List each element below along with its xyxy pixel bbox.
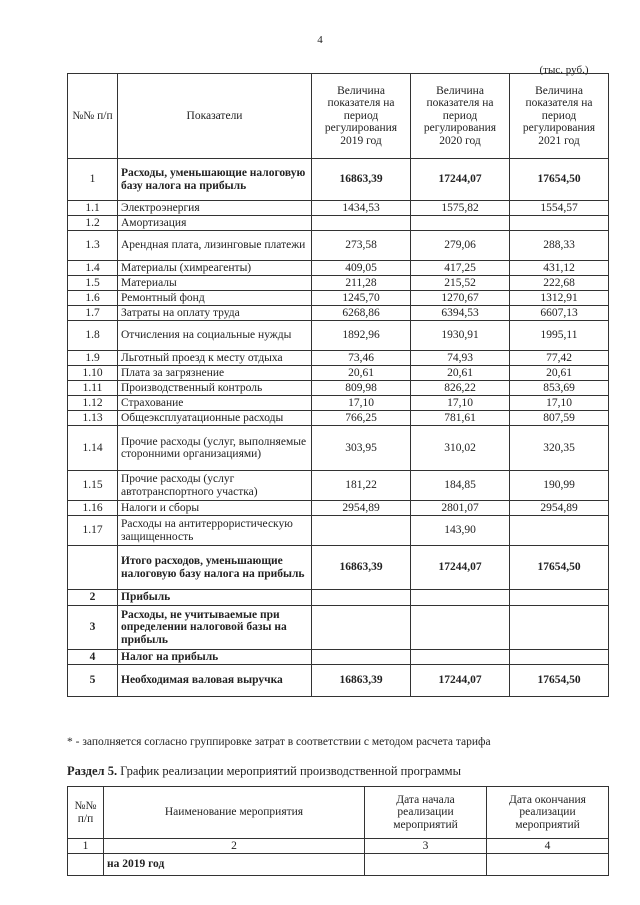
- schedule-index-row: [68, 839, 609, 854]
- schedule-header-num: №№ п/п: [68, 787, 104, 839]
- row-value-2019: [312, 590, 411, 606]
- row-value-2019: [312, 216, 411, 231]
- index-cell: 3: [365, 839, 487, 854]
- empty-cell: [487, 854, 609, 876]
- table-row: [68, 351, 609, 366]
- row-value-2021: [510, 606, 609, 650]
- row-value-2020: 1930,91: [411, 321, 510, 351]
- row-name: Прочие расходы (услуг автотранспортного участка): [118, 471, 312, 501]
- schedule-header-end: Дата окончания реализации мероприятий: [487, 787, 609, 839]
- table-row: [68, 216, 609, 231]
- row-name: Необходимая валовая выручка: [118, 665, 312, 697]
- row-num: 1.14: [68, 426, 118, 471]
- row-name: Затраты на оплату труда: [118, 306, 312, 321]
- row-value-2021: 1554,57: [510, 201, 609, 216]
- row-value-2020: 279,06: [411, 231, 510, 261]
- row-value-2020: [411, 606, 510, 650]
- row-value-2019: 73,46: [312, 351, 411, 366]
- row-value-2021: 431,12: [510, 261, 609, 276]
- row-value-2019: 273,58: [312, 231, 411, 261]
- row-num: 1.3: [68, 231, 118, 261]
- row-value-2020: 74,93: [411, 351, 510, 366]
- row-value-2020: [411, 590, 510, 606]
- row-name: Материалы: [118, 276, 312, 291]
- schedule-header-name: Наименование мероприятия: [104, 787, 365, 839]
- table-row: [68, 201, 609, 216]
- row-value-2019: [312, 650, 411, 665]
- row-num: 1.16: [68, 501, 118, 516]
- row-num: 1.15: [68, 471, 118, 501]
- page-number: 4: [317, 34, 323, 46]
- row-name: Льготный проезд к месту отдыха: [118, 351, 312, 366]
- table-row: [68, 321, 609, 351]
- row-name: Ремонтный фонд: [118, 291, 312, 306]
- row-num: 1.5: [68, 276, 118, 291]
- row-value-2021: 1995,11: [510, 321, 609, 351]
- row-name: Электроэнергия: [118, 201, 312, 216]
- row-value-2019: 1434,53: [312, 201, 411, 216]
- row-value-2021: [510, 216, 609, 231]
- row-value-2020: 6394,53: [411, 306, 510, 321]
- row-value-2021: 222,68: [510, 276, 609, 291]
- table-row: [68, 516, 609, 546]
- table-row: [68, 411, 609, 426]
- row-value-2021: [510, 590, 609, 606]
- header-num: №№ п/п: [68, 74, 118, 159]
- row-value-2021: 20,61: [510, 366, 609, 381]
- table-row: [68, 276, 609, 291]
- table-row: [68, 291, 609, 306]
- table-row: [68, 606, 609, 650]
- row-name: Налоги и сборы: [118, 501, 312, 516]
- row-value-2020: 215,52: [411, 276, 510, 291]
- row-value-2020: 417,25: [411, 261, 510, 276]
- table-row: [68, 159, 609, 201]
- index-cell: 1: [68, 839, 104, 854]
- row-value-2020: [411, 216, 510, 231]
- row-value-2021: 6607,13: [510, 306, 609, 321]
- units-label: (тыс. руб.): [539, 64, 589, 76]
- row-value-2021: 190,99: [510, 471, 609, 501]
- row-name: Расходы на антитеррористическую защищенность: [118, 516, 312, 546]
- row-value-2020: [411, 650, 510, 665]
- table-row: [68, 366, 609, 381]
- row-name: Общеэксплуатационные расходы: [118, 411, 312, 426]
- table-row: [68, 650, 609, 665]
- row-name: Амортизация: [118, 216, 312, 231]
- row-value-2021: 1312,91: [510, 291, 609, 306]
- row-num: 1.10: [68, 366, 118, 381]
- row-name: Расходы, не учитываемые при определении налоговой базы на прибыль: [118, 606, 312, 650]
- row-value-2019: 20,61: [312, 366, 411, 381]
- row-value-2021: [510, 516, 609, 546]
- row-name: Расходы, уменьшающие налоговую базу налога на прибыль: [118, 159, 312, 201]
- section-title: График реализации мероприятий производственной программы: [120, 764, 461, 778]
- row-value-2020: 310,02: [411, 426, 510, 471]
- row-num: 2: [68, 590, 118, 606]
- row-name: Отчисления на социальные нужды: [118, 321, 312, 351]
- row-value-2019: 2954,89: [312, 501, 411, 516]
- row-value-2021: 17,10: [510, 396, 609, 411]
- row-num: 1.1: [68, 201, 118, 216]
- row-value-2021: 17654,50: [510, 665, 609, 697]
- header-indicator: Показатели: [118, 74, 312, 159]
- table-row: [68, 471, 609, 501]
- row-value-2019: 303,95: [312, 426, 411, 471]
- row-value-2020: 1575,82: [411, 201, 510, 216]
- row-value-2021: 853,69: [510, 381, 609, 396]
- row-num: 1: [68, 159, 118, 201]
- table-row: [68, 501, 609, 516]
- header-2021: Величина показателя на период регулирования 2021 год: [510, 74, 609, 159]
- row-num: 1.2: [68, 216, 118, 231]
- row-value-2021: 17654,50: [510, 546, 609, 590]
- row-value-2020: 826,22: [411, 381, 510, 396]
- row-value-2020: 781,61: [411, 411, 510, 426]
- row-num: 4: [68, 650, 118, 665]
- row-name: Прочие расходы (услуг, выполняемые сторонними организациями): [118, 426, 312, 471]
- header-2019: Величина показателя на период регулирования 2019 год: [312, 74, 411, 159]
- row-value-2019: 17,10: [312, 396, 411, 411]
- table-row: [68, 665, 609, 697]
- row-value-2019: 6268,86: [312, 306, 411, 321]
- row-num: 3: [68, 606, 118, 650]
- section-label: Раздел 5.: [67, 764, 118, 778]
- row-value-2019: 809,98: [312, 381, 411, 396]
- row-value-2020: 1270,67: [411, 291, 510, 306]
- row-value-2021: 2954,89: [510, 501, 609, 516]
- schedule-year-row: [68, 854, 609, 876]
- row-value-2019: 16863,39: [312, 665, 411, 697]
- row-name: Плата за загрязнение: [118, 366, 312, 381]
- header-2020: Величина показателя на период регулирования 2020 год: [411, 74, 510, 159]
- row-value-2019: 409,05: [312, 261, 411, 276]
- row-num: 1.4: [68, 261, 118, 276]
- row-name: Прибыль: [118, 590, 312, 606]
- row-value-2021: 807,59: [510, 411, 609, 426]
- row-value-2020: 17,10: [411, 396, 510, 411]
- row-num: 1.7: [68, 306, 118, 321]
- table-row: [68, 261, 609, 276]
- row-num: 1.13: [68, 411, 118, 426]
- row-value-2021: [510, 650, 609, 665]
- row-name: Арендная плата, лизинговые платежи: [118, 231, 312, 261]
- row-name: Материалы (химреагенты): [118, 261, 312, 276]
- row-value-2020: 20,61: [411, 366, 510, 381]
- table-row: [68, 426, 609, 471]
- row-name: Страхование: [118, 396, 312, 411]
- row-value-2019: 16863,39: [312, 159, 411, 201]
- row-value-2021: 17654,50: [510, 159, 609, 201]
- row-num: 1.8: [68, 321, 118, 351]
- table-row: [68, 546, 609, 590]
- row-num: 1.17: [68, 516, 118, 546]
- table-row: [68, 396, 609, 411]
- schedule-table: [67, 786, 609, 876]
- footnote: * - заполняется согласно группировке затрат в соответствии с методом расчета тарифа: [67, 736, 491, 748]
- row-name: Налог на прибыль: [118, 650, 312, 665]
- row-num: 1.11: [68, 381, 118, 396]
- row-value-2021: 320,35: [510, 426, 609, 471]
- row-value-2019: 211,28: [312, 276, 411, 291]
- index-cell: 4: [487, 839, 609, 854]
- row-value-2020: 2801,07: [411, 501, 510, 516]
- row-value-2020: 184,85: [411, 471, 510, 501]
- empty-cell: [365, 854, 487, 876]
- table-row: [68, 381, 609, 396]
- row-value-2019: 16863,39: [312, 546, 411, 590]
- row-value-2019: 766,25: [312, 411, 411, 426]
- empty-cell: [68, 854, 104, 876]
- row-value-2019: [312, 606, 411, 650]
- row-value-2019: 1245,70: [312, 291, 411, 306]
- row-num: [68, 546, 118, 590]
- row-num: 1.12: [68, 396, 118, 411]
- row-value-2021: 77,42: [510, 351, 609, 366]
- section-heading: [67, 764, 461, 779]
- row-value-2019: 1892,96: [312, 321, 411, 351]
- row-value-2020: 17244,07: [411, 546, 510, 590]
- row-num: 1.6: [68, 291, 118, 306]
- table-row: [68, 590, 609, 606]
- row-num: 1.9: [68, 351, 118, 366]
- row-name: Производственный контроль: [118, 381, 312, 396]
- row-value-2019: [312, 516, 411, 546]
- row-num: 5: [68, 665, 118, 697]
- row-value-2021: 288,33: [510, 231, 609, 261]
- expenses-table: [67, 73, 609, 697]
- index-cell: 2: [104, 839, 365, 854]
- row-value-2020: 143,90: [411, 516, 510, 546]
- row-name: Итого расходов, уменьшающие налоговую базу налога на прибыль: [118, 546, 312, 590]
- year-label: на 2019 год: [104, 854, 365, 876]
- row-value-2020: 17244,07: [411, 665, 510, 697]
- table-row: [68, 231, 609, 261]
- table-row: [68, 306, 609, 321]
- row-value-2020: 17244,07: [411, 159, 510, 201]
- schedule-header-start: Дата начала реализации мероприятий: [365, 787, 487, 839]
- row-value-2019: 181,22: [312, 471, 411, 501]
